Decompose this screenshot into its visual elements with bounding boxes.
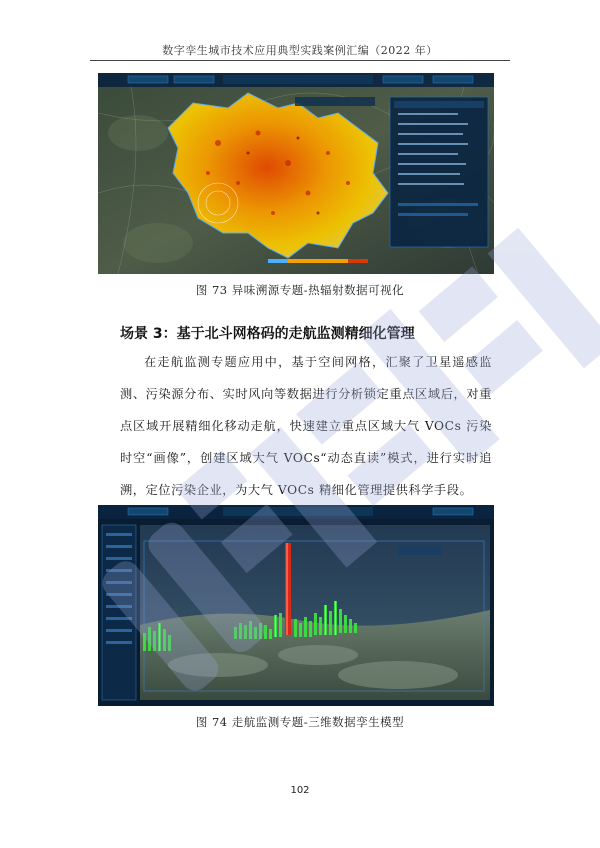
page-number: 102 xyxy=(290,785,310,796)
3d-model-image xyxy=(98,505,494,706)
section-heading: 场景 3：基于北斗网格码的走航监测精细化管理 xyxy=(120,326,415,342)
body-paragraph: 在走航监测专题应用中，基于空间网格，汇聚了卫星遥感监测、污染源分布、实时风向等数据进行分析锁定重点区域后，对重点区域开展精细化移动走航，快速建立重点区域大气 VOCs 污染时空“画像”，创建区域大气 VOCs“动态直读”模式，进行实时追溯，定位污染企业，为大气 VOCs 精细化管理提供科学手段。 xyxy=(120,355,492,497)
figure-73-caption: 图 73 异味溯源专题-热辐射数据可视化 xyxy=(195,283,405,297)
figure-74-caption: 图 74 走航监测专题-三维数据孪生模型 xyxy=(195,715,405,729)
heat-map-image xyxy=(98,73,494,274)
header-rule xyxy=(90,60,510,61)
figure-73-heat-map-screenshot xyxy=(98,73,494,274)
page-header-title: 数字孪生城市技术应用典型实践案例汇编（2022 年） xyxy=(162,44,438,57)
figure-74-3d-model-screenshot xyxy=(98,505,494,706)
